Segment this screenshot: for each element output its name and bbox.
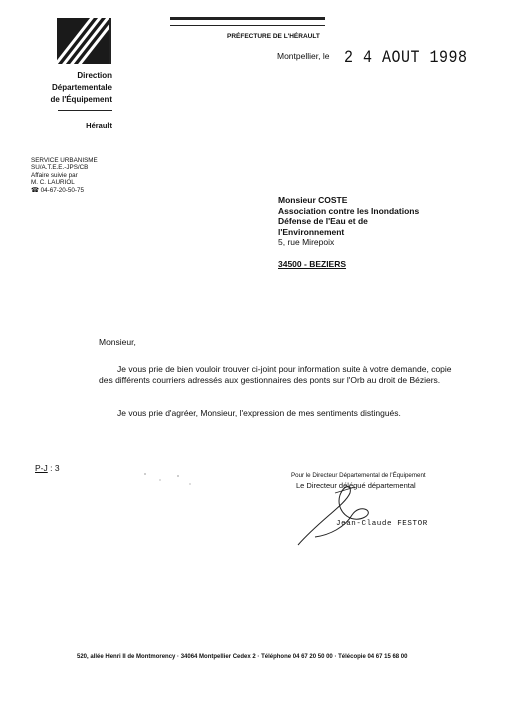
salutation: Monsieur, [99,337,136,347]
service-reference: SU/A.T.E.E.-JPS/CB [31,164,89,172]
recipient-address [278,195,419,248]
service-followed-by: Affaire suivie par [31,171,78,179]
scan-specks [140,470,200,500]
body-paragraph-2: Je vous prie d'agréer, Monsieur, l'expression de mes sentiments distingués. [117,408,401,418]
org-line-2: Départementale [51,83,112,92]
recipient-name: Monsieur COSTE [278,195,348,205]
letterhead-rule [58,110,112,111]
service-contact-name: M. C. LAURIOL [31,179,75,187]
logo-divider [109,18,111,64]
recipient-org-line-3: l'Environnement [278,226,345,237]
recipient-city: 34500 - BEZIERS [278,259,347,269]
footer-address: 520, allée Henri II de Montmorency · 34064 Montpellier Cedex 2 · Téléphone 04 67 20 50 00 · Télécopie 04 67 15 68 00 [77,654,408,660]
department-name: Hérault [86,121,112,130]
signatory-name: Jean-Claude FESTOR [336,520,428,528]
ministry-logo [57,18,109,64]
header-thin-rule [170,25,325,26]
enclosures-label: P-J [35,463,48,473]
signature-line-2: Le Directeur délégué départemental [296,481,416,490]
dateline-place: Montpellier, le [277,51,330,61]
recipient-org-line-1: Association contre les Inondations [278,205,420,216]
org-line-1: Direction [77,71,112,80]
enclosures-count: : 3 [50,463,60,473]
service-line: SERVICE URBANISME [31,157,98,164]
enclosures [35,463,60,473]
handwritten-signature [290,475,420,550]
service-phone: ☎ 04-67-20-50-75 [31,186,85,194]
prefecture-label: PRÉFECTURE DE L'HÉRAULT [227,33,320,40]
recipient-org-line-2: Défense de l'Eau et de [278,216,368,226]
recipient-street: 5, rue Mirepoix [278,237,335,247]
dateline-date: 2 4 AOUT 1998 [344,48,468,68]
service-block [31,157,98,194]
header-bar [170,17,325,20]
org-line-3: de l'Équipement [50,95,112,104]
body-paragraph-1: Je vous prie de bien vouloir trouver ci-joint pour information suite à votre demande, copie des différents courriers adressés aux gestionnaires des ponts sur l'Orb au droit de Béziers. [99,364,452,385]
signature-line-1: Pour le Directeur Départemental de l'Équipement [291,472,426,479]
